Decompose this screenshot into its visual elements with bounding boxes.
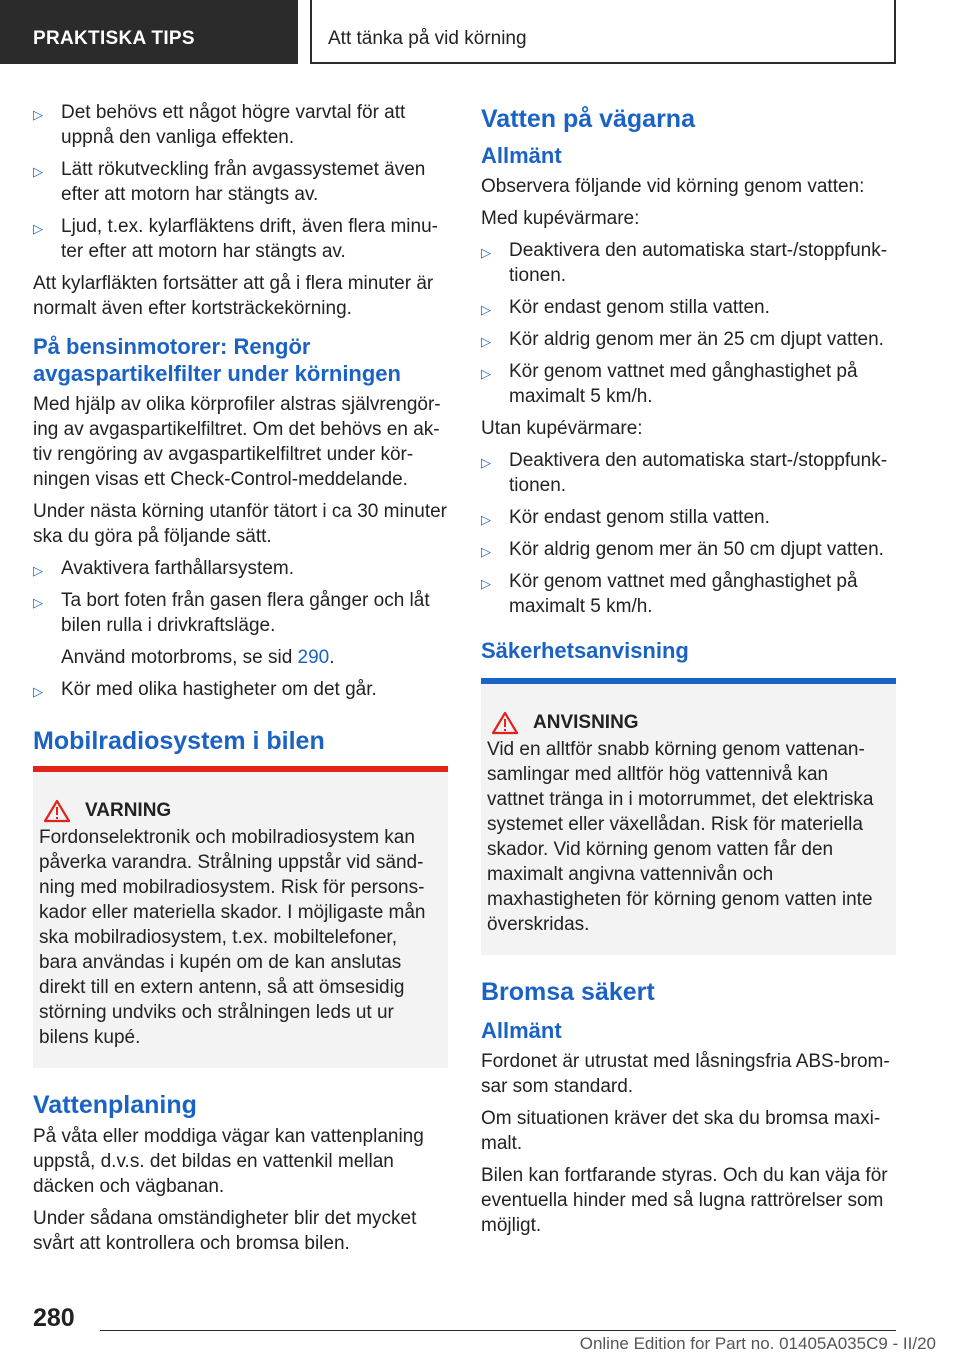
- paragraph: Om situationen kräver det ska du bromsa maximalt.: [481, 1108, 881, 1154]
- warning-triangle-icon: [43, 799, 71, 823]
- list-item: ▷ Det behövs ett något högre varvtal för att uppnå den vanliga effekten.: [33, 102, 406, 148]
- paragraph: Under sådana omständigheter blir det mycket svårt att kontrollera och bromsa bilen.: [33, 1208, 417, 1254]
- right-column: [481, 100, 896, 1245]
- warning-text: Fordonselektronik och mobilradiosystem kan påverka varandra. Strålning uppstår vid sändning med mobilradiosystem. Risk för personskador eller materiella skador. I möjligaste mån ska mobilradiosystem, t.ex. mobiltelefoner, bara användas i kupén om de kan anslutas direkt till en extern antenn, så att ömsesidig störning undviks och strålningen leds ut ur bilens kupé.: [39, 827, 426, 1048]
- heading-brake-safely: Bromsa säkert: [481, 978, 655, 1006]
- bullet-triangle-icon: ▷: [33, 595, 43, 610]
- bullet-triangle-icon: ▷: [481, 576, 491, 591]
- chapter-title: Att tänka på vid körning: [328, 28, 527, 49]
- list-item: ▷ Deaktivera den automatiska start-/stoppfunktionen.: [481, 450, 888, 496]
- page-number: 280: [33, 1304, 75, 1332]
- list-item: ▷ Kör med olika hastigheter om det går.: [33, 677, 448, 702]
- footer-divider: [100, 1330, 896, 1331]
- paragraph: Under nästa körning utanför tätort i ca 30 minuter ska du göra på följande sätt.: [33, 501, 448, 547]
- paragraph: Fordonet är utrustat med låsningsfria ABS-bromsar som standard.: [481, 1051, 890, 1097]
- bullet-triangle-icon: ▷: [481, 302, 491, 317]
- edition-text: Online Edition for Part no. 01405A035C9 - II/20: [579, 1334, 936, 1353]
- bullet-triangle-icon: ▷: [33, 164, 43, 179]
- list-item: ▷ Ta bort foten från gasen flera gånger och låt bilen rulla i drivkraftsläge.: [33, 590, 430, 636]
- list-item: ▷ Kör aldrig genom mer än 25 cm djupt vatten.: [481, 327, 896, 352]
- notice-text: Vid en alltför snabb körning genom vattenansamlingar med alltför hög vattennivå kan vattnet tränga in i motorrummet, det elektriska systemet eller växellådan. Risk för materiella skador. Vid körning genom vatten får den maximalt angivna vattennivån och maxhastigheten för körning genom vatten inte överskridas.: [487, 739, 874, 935]
- warning-title: VARNING: [39, 798, 440, 823]
- left-column: [33, 100, 448, 1263]
- list-item: ▷ Kör endast genom stilla vatten.: [481, 295, 896, 320]
- bullet-triangle-icon: ▷: [481, 512, 491, 527]
- bullet-triangle-icon: ▷: [481, 366, 491, 381]
- warning-triangle-icon: [491, 711, 519, 735]
- bullet-triangle-icon: ▷: [33, 107, 43, 122]
- section-title: PRAKTISKA TIPS: [33, 28, 195, 49]
- paragraph: Med hjälp av olika körprofiler alstras självrengöring av avgaspartikelfiltret. Om det behövs en aktiv rengöring av avgaspartikelfiltret under körningen visas ett Check-Control-meddelande.: [33, 394, 441, 490]
- heading-safety-notice: Säkerhetsanvisning: [481, 638, 689, 663]
- heading-general: Allmänt: [481, 1018, 562, 1043]
- paragraph: På våta eller moddiga vägar kan vattenplaning uppstå, d.v.s. det bildas en vattenkil mellan däcken och vägbanan.: [33, 1126, 424, 1197]
- list-item: ▷ Kör genom vattnet med gånghastighet på maximalt 5 km/h.: [481, 571, 858, 617]
- heading-general: Allmänt: [481, 143, 562, 168]
- list-item: ▷ Kör aldrig genom mer än 50 cm djupt vatten.: [481, 537, 896, 562]
- bullet-triangle-icon: ▷: [33, 221, 43, 236]
- notice-title: ANVISNING: [487, 710, 888, 735]
- list-item: ▷ Ljud, t.ex. kylarfläktens drift, även flera minuter efter att motorn har stängts av.: [33, 216, 438, 262]
- warning-box: [33, 766, 448, 1068]
- heading-water-on-roads: Vatten på vägarna: [481, 105, 695, 133]
- list-item: ▷ Lätt rökutveckling från avgassystemet även efter att motorn har stängts av.: [33, 159, 426, 205]
- heading-aquaplaning: Vattenplaning: [33, 1091, 197, 1119]
- notice-box: [481, 678, 896, 955]
- bullet-triangle-icon: ▷: [33, 684, 43, 699]
- list-item: ▷ Kör endast genom stilla vatten.: [481, 505, 896, 530]
- paragraph: Utan kupévärmare:: [481, 418, 643, 439]
- section-tab: [0, 0, 298, 64]
- heading-mobile-radio: Mobilradiosystem i bilen: [33, 727, 325, 755]
- chapter-header: [310, 0, 896, 64]
- sub-paragraph: Använd motorbroms, se sid 290.: [61, 647, 335, 668]
- heading-petrol-filter: På bensinmotorer: Rengör avgaspartikelfilter under körningen: [33, 334, 401, 386]
- paragraph: Med kupévärmare:: [481, 208, 640, 229]
- list-item: ▷ Avaktivera farthållarsystem.: [33, 556, 448, 581]
- paragraph: Bilen kan fortfarande styras. Och du kan väja för eventuella hinder med så lugna rattrörelser som möjligt.: [481, 1165, 888, 1236]
- list-item: ▷ Kör genom vattnet med gånghastighet på maximalt 5 km/h.: [481, 361, 858, 407]
- bullet-triangle-icon: ▷: [481, 455, 491, 470]
- bullet-triangle-icon: ▷: [481, 245, 491, 260]
- bullet-triangle-icon: ▷: [481, 544, 491, 559]
- bullet-triangle-icon: ▷: [33, 563, 43, 578]
- page-reference-link[interactable]: 290: [297, 647, 330, 668]
- paragraph: Att kylarfläkten fortsätter att gå i flera minuter är normalt även efter kortsträckekörning.: [33, 273, 434, 319]
- bullet-triangle-icon: ▷: [481, 334, 491, 349]
- list-item: ▷ Deaktivera den automatiska start-/stoppfunktionen.: [481, 240, 888, 286]
- paragraph: Observera följande vid körning genom vatten:: [481, 176, 865, 197]
